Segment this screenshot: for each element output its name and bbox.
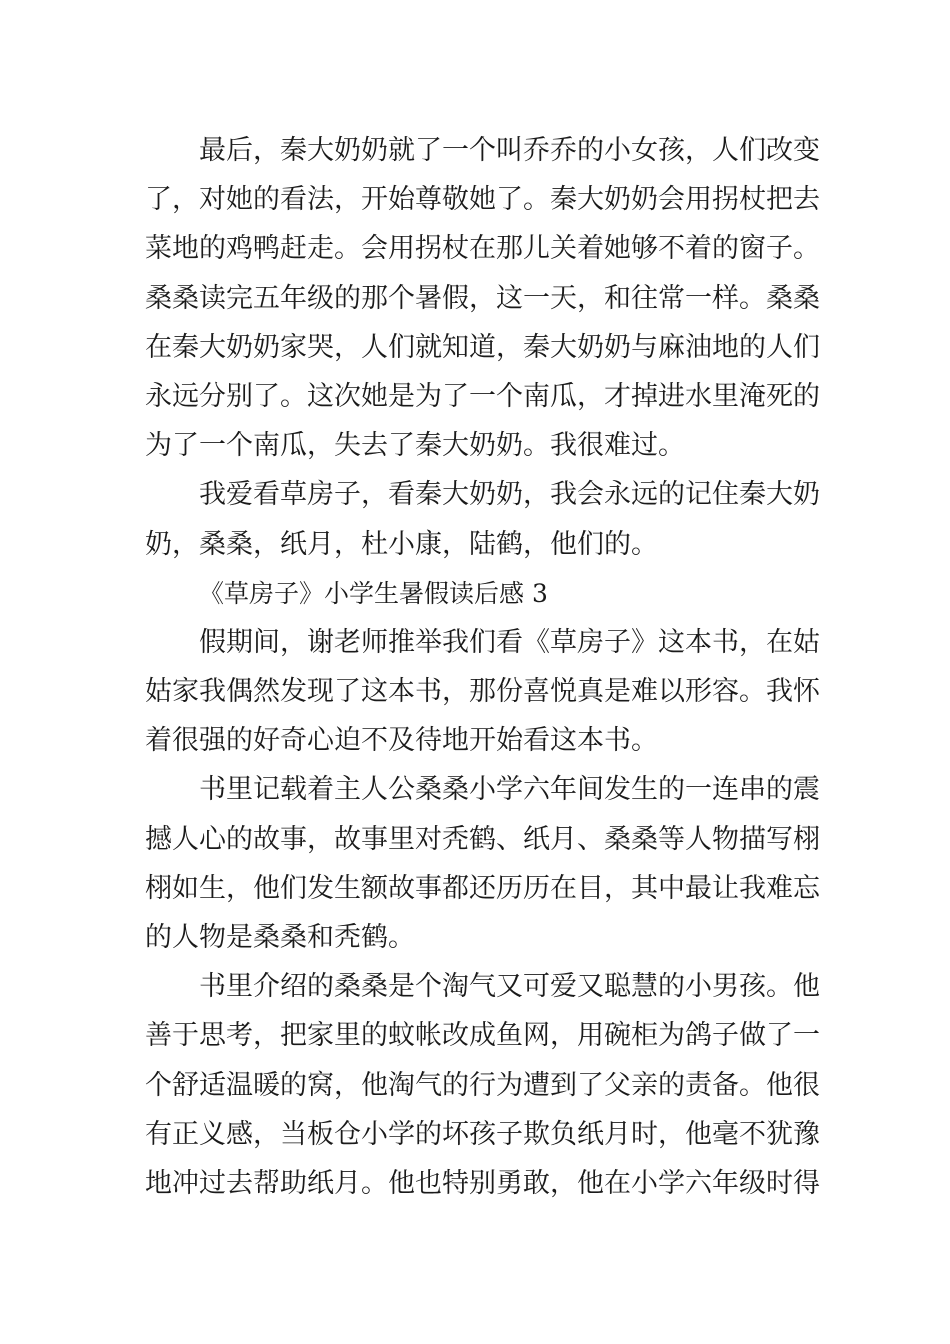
text-line: 姑家我偶然发现了这本书，那份喜悦真是难以形容。我怀 <box>145 676 820 708</box>
text-line: 善于思考，把家里的蚊帐改成鱼网，用碗柜为鸽子做了一 <box>145 1020 820 1052</box>
text-line: 书里记载着主人公桑桑小学六年间发生的一连串的震 <box>199 774 820 806</box>
text-line: 栩如生，他们发生额故事都还历历在目，其中最让我难忘 <box>145 872 820 904</box>
text-line: 的人物是桑桑和秃鹤。 <box>145 922 415 953</box>
text-line: 有正义感，当板仓小学的坏孩子欺负纸月时，他毫不犹豫 <box>145 1118 820 1150</box>
text-line: 最后，秦大奶奶就了一个叫乔乔的小女孩，人们改变 <box>199 135 820 166</box>
text-line: 书里介绍的桑桑是个淘气又可爱又聪慧的小男孩。他 <box>199 971 820 1003</box>
text-line: 在秦大奶奶家哭，人们就知道，秦大奶奶与麻油地的人们 <box>145 331 820 363</box>
section-heading: 《草房子》小学生暑假读后感 3 <box>199 578 548 608</box>
text-line: 地冲过去帮助纸月。他也特别勇敢，他在小学六年级时得 <box>145 1167 820 1199</box>
text-line: 假期间，谢老师推举我们看《草房子》这本书，在姑 <box>199 626 820 658</box>
text-line: 桑桑读完五年级的那个暑假，这一天，和往常一样。桑桑 <box>145 282 820 314</box>
text-line: 奶，桑桑，纸月，杜小康，陆鹤，他们的。 <box>145 528 658 560</box>
body-text <box>145 126 820 1208</box>
text-line: 永远分别了。这次她是为了一个南瓜，才掉进水里淹死的 <box>145 380 820 412</box>
text-line: 为了一个南瓜，失去了秦大奶奶。我很难过。 <box>145 430 685 462</box>
text-line: 撼人心的故事，故事里对秃鹤、纸月、桑桑等人物描写栩 <box>145 823 820 855</box>
text-line: 菜地的鸡鸭赶走。会用拐杖在那儿关着她够不着的窗子。 <box>145 233 820 265</box>
text-line: 我爱看草房子，看秦大奶奶，我会永远的记住秦大奶 <box>199 479 820 511</box>
text-line: 着很强的好奇心迫不及待地开始看这本书。 <box>145 725 658 757</box>
text-line: 了，对她的看法，开始尊敬她了。秦大奶奶会用拐杖把去 <box>145 184 820 216</box>
text-line: 个舒适温暖的窝，他淘气的行为遭到了父亲的责备。他很 <box>145 1069 820 1101</box>
